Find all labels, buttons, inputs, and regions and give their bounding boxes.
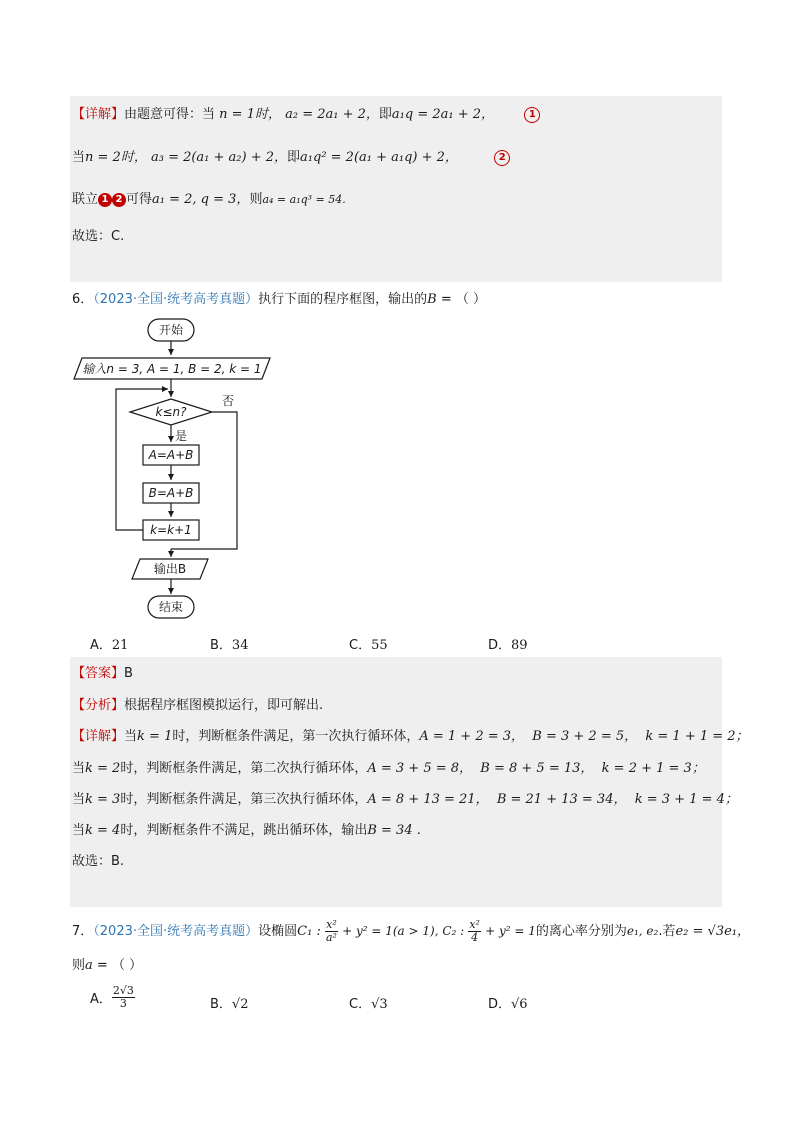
- q6-detail-line3: 当k = 3时，判断框条件满足，第三次执行循环体，A = 8 + 13 = 21， B = 21 + 13 = 34， k = 3 + 1 = 4；: [72, 792, 738, 807]
- flow-step-a-label: A=A+B: [148, 448, 194, 462]
- q5-detail-line3: 联立 1 2 可得a₁ = 2, q = 3，则a₄ = a₁q³ = 54.: [72, 192, 346, 207]
- q6-analysis-line: 【分析】根据程序框图模拟运行，即可解出.: [72, 698, 324, 713]
- flow-step-b-label: B=A+B: [148, 486, 194, 500]
- q6-detail-line2: 当k = 2时，判断框条件满足，第二次执行循环体，A = 3 + 5 = 8， B = 8 + 5 = 13， k = 2 + 1 = 3；: [72, 761, 705, 776]
- flow-end-label: 结束: [158, 600, 184, 614]
- q6-solution-panel: [70, 657, 722, 907]
- q7-option-a: A． $\frac{2√3}{3}$: [90, 984, 134, 1010]
- flow-yes-label: 是: [175, 429, 188, 443]
- q5-detail-line2: 当n = 2时， a₃ = 2(a₁ + a₂) + 2，即a₁q² = 2(a₁ + a₁q) + 2， 2: [72, 149, 510, 167]
- q7-stem: 7．（2023·全国·统考高考真题）设椭圆C₁ : $\frac{\text{x²}}{\text{a²}}$ + y² = 1(a > 1), C₂ : $\frac{\text{x²}}{4}$ + y² = 1的离心率分别为e₁, e₂.若e₂ = √3e₁，: [72, 918, 750, 944]
- q6-detail-line1: 【详解】当k = 1时，判断框条件满足，第一次执行循环体，A = 1 + 2 = 3， B = 3 + 2 = 5， k = 1 + 1 = 2；: [72, 729, 749, 744]
- q7-stem-line2: 则a = （ ）: [72, 958, 143, 973]
- circled-mark-1-solid: 1: [98, 193, 112, 207]
- q6-source: （2023·全国·统考高考真题）: [93, 292, 259, 307]
- flow-start-label: 开始: [158, 323, 184, 337]
- flow-step-k-label: k=k+1: [150, 523, 192, 537]
- q7-source: （2023·全国·统考高考真题）: [93, 924, 259, 939]
- q6-final: 故选：B.: [72, 854, 125, 869]
- flow-input-label: 输入n = 3, A = 1, B = 2, k = 1: [82, 362, 262, 376]
- q6-stem: 6．（2023·全国·统考高考真题）执行下面的程序框图，输出的B = （ ）: [72, 292, 487, 307]
- detail-tag: 【详解】: [72, 107, 125, 122]
- circled-mark-2: 2: [494, 150, 510, 166]
- q6-option-b: B．34: [210, 638, 249, 653]
- q6-answer-line: 【答案】B: [72, 666, 133, 681]
- circled-mark-2-solid: 2: [112, 193, 126, 207]
- q7-option-d: D．√6: [488, 997, 528, 1012]
- q7-option-c: C．√3: [349, 997, 388, 1012]
- flow-decision-label: k≤n?: [155, 405, 187, 419]
- q7-option-b: B．√2: [210, 997, 249, 1012]
- flow-no-label: 否: [222, 394, 235, 408]
- q6-option-a: A．21: [90, 638, 129, 653]
- q6-flowchart: [0, 312, 793, 642]
- circled-mark-1: 1: [524, 107, 540, 123]
- q5-answer: 故选：C.: [72, 229, 125, 244]
- q6-option-c: C．55: [349, 638, 388, 653]
- flow-output-label: 输出B: [153, 562, 187, 576]
- q6-detail-line4: 当k = 4时，判断框条件不满足，跳出循环体，输出B = 34 .: [72, 823, 421, 838]
- q5-detail-line1: 【详解】由题意可得：当 n = 1时， a₂ = 2a₁ + 2，即a₁q = 2a₁ + 2， 1: [72, 106, 540, 124]
- q6-option-d: D．89: [488, 638, 528, 653]
